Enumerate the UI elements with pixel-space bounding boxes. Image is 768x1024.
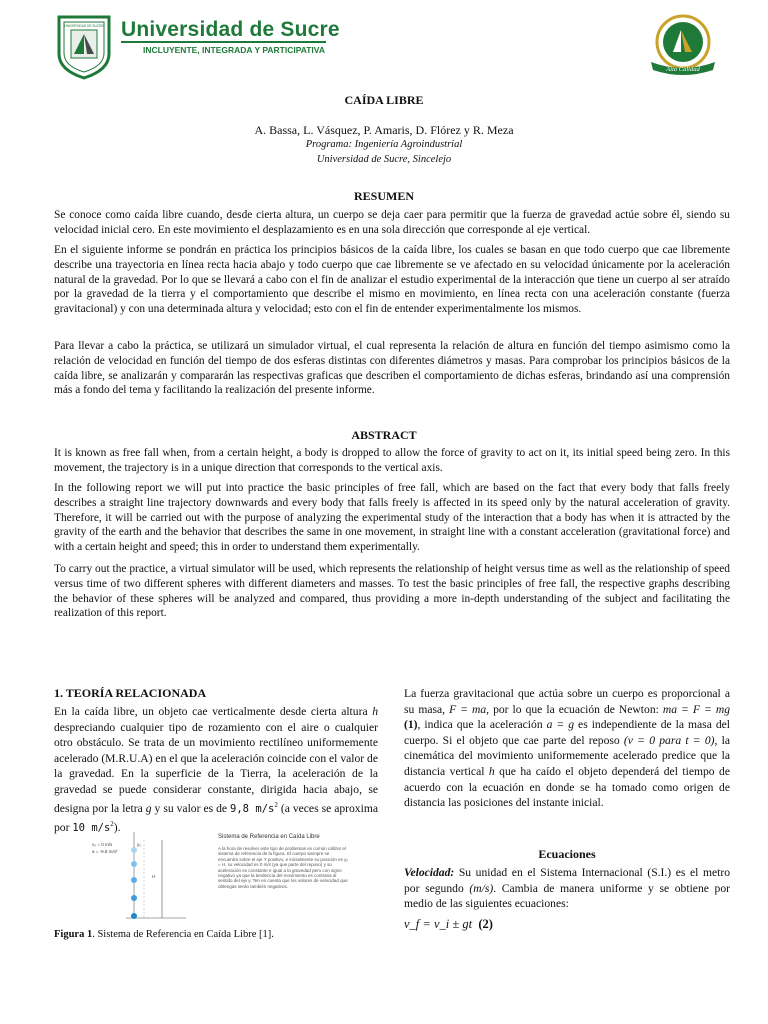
resumen-paragraph-2: En el siguiente informe se pondrán en práctica los principios básicos de la caída libre, los cuales se basan en que todo cuerpo que cae libremente describe una trayectoria en línea recta hacia abajo y todo cuerpo que cae libremente se ve afectado en su velocidad únicamente por la aceleración natural de la gravedad. Por lo que se llevará a cabo con el fin de analizar el estudio experimental de la interacción que tiene un cuerpo al ser atraído por la gravedad de la tierra y el comportamiento que describe el mismo en movimiento, en línea recta con una aceleración constante (fuerza gravitacional) y con una determinada altura y velocidad; esto con el fin de entender experimentalmente los mismos. [54,244,730,316]
figure-y0-label: y₀ [137,842,142,847]
resumen-paragraph-3: Para llevar a cabo la práctica, se utilizará un simulador virtual, el cual representa la relación de altura en función del tiempo asimismo como la relación de velocidad en función del tiempo de dos esferas distintas con diferentes diámetros y masas. Para comprobar los principios básicos de la caída libre, se analizarán y compararán las respectivas graficas que describen el comportamiento de dichas esferas, brindando así una comprensión más a fondo del tema y facilitando la realización del presente informe. [54,340,730,397]
abstract-paragraph-3: To carry out the practice, a virtual simulator will be used, which represents the relationship of height versus time as well as the relationship of speed versus time of two different spheres with different diameters and masses. To test the basic principles of free fall, the respective graphs describing the behavior of these spheres will be analyzed and compared, thus providing a more in-depth understanding of the subject and facilitating the realization of this report. [54,563,730,620]
figure-inner-text: A la hora de resolver este tipo de problemas es común utilizar el sistema de referencia de la figura. El cuerpo siempre se encuentra sobre el eje Y positivo, e inicialmente su posición es y₀ = H, su velocidad es 0 m/s (ya que parte del reposo) y su aceleración es constante e igual a la gravedad pero con signo negativo ya que la tendencia del movimiento es contraria al sentido del eje y. Ten en cuenta que los valores de velocidad que obtengas serán también negativos. [218,846,349,889]
equation-2: v_f = v_i ± gt (2) [404,917,493,931]
velocidad-paragraph: Velocidad: Su unidad en el Sistema Internacional (S.I.) es el metro por segundo (m/s). Cambia de manera uniforme y se obtiene por medio de las siguientes ecuaciones: [404,866,730,911]
university-motto: INCLUYENTE, INTEGRADA Y PARTICIPATIVA [143,45,325,55]
svg-text:UNIVERSIDAD DE SUCRE: UNIVERSIDAD DE SUCRE [64,24,104,28]
resumen-heading: RESUMEN [353,189,414,203]
abstract-paragraph-2: In the following report we will put into practice the basic principles of free fall, which are based on the fact that every body that falls freely describes a straight line trajectory downwards and every body that falls freely is affected in its speed only by the natural acceleration of gravity. Therefore, it will be carried out with the purpose of analyzing the experimental study of the interaction that a body has when it is attracted by the gravity of the earth and the behavior that describes the same in one movement, in straight line with a constant acceleration (gravitational force) and with a certain height and speed; this in order to understand them experimentally. [54,482,730,554]
affiliation-line: Universidad de Sucre, Sincelejo [316,154,452,165]
ecuaciones-heading: Ecuaciones [538,847,596,861]
program-line: Programa: Ingeniería Agroindustrial [305,139,463,150]
section-1-heading: 1. TEORÍA RELACIONADA [54,686,207,700]
authors: A. Bassa, L. Vásquez, P. Amaris, D. Flórez y R. Meza [254,123,514,137]
figure-inner-title: Sistema de Referencia en Caída Libre [218,834,320,840]
university-name: Universidad de Sucre [121,18,340,41]
resumen-paragraph-1: Se conoce como caída libre cuando, desde cierta altura, un cuerpo se deja caer para permitir que la fuerza de gravedad actúe sobre él, siendo su velocidad inicial cero. En este movimiento el desplazamiento es en una sola dirección que corresponde al eje vertical. [54,209,730,236]
gravitational-force-paragraph: La fuerza gravitacional que actúa sobre un cuerpo es proporcional a su masa, F = ma, por lo que la ecuación de Newton: ma = F = mg (1), indica que la aceleración a = g es independiente de la masa del cuerpo. Si el objeto que cae parte del reposo (v = 0 para t = 0), la cinemática del movimiento uniformemente acelerado predice que la distancia vertical h que ha caído el objeto dependerá del tiempo de acuerdo con la ecuación en donde se ha tomado como origen de distancia las posiciones del instante inicial. [404,687,731,810]
figure-h-label: H [152,874,156,879]
header-divider [121,41,326,43]
alta-calidad-seal [645,12,721,78]
figure-a-label: a = -9.8 m/s² [92,849,118,854]
svg-text:Alta Calidad: Alta Calidad [666,66,700,73]
university-shield-logo [56,14,112,80]
abstract-paragraph-1: It is known as free fall when, from a certain height, a body is dropped to allow the force of gravity to act on it, its initial speed being zero. In this movement, the trajectory is in a unique direction that corresponds to the vertical axis. [54,447,730,474]
section-1-paragraph: En la caída libre, un objeto cae verticalmente desde cierta altura h despreciando cualquier tipo de rozamiento con el aire o cualquier otro obstáculo. Se trata de un movimiento rectilíneo uniformemente acelerado (M.R.U.A) en el que la aceleración coincide con el valor de la gravedad. En la superficie de la Tierra, la aceleración de la gravedad se puede considerar constante, dirigida hacia abajo, se designa por la letra g y su valor es de 9,8 $m/s^2$ (a veces se aproxima por 10 $m/s^2$). [54,705,378,834]
figure-v0-label: v₀ = 0 m/s [92,842,113,847]
paper-title: CAÍDA LIBRE [344,93,424,107]
figure-caption: Figura 1. Sistema de Referencia en Caída Libre [1]. [54,929,274,940]
abstract-heading: ABSTRACT [351,428,417,442]
